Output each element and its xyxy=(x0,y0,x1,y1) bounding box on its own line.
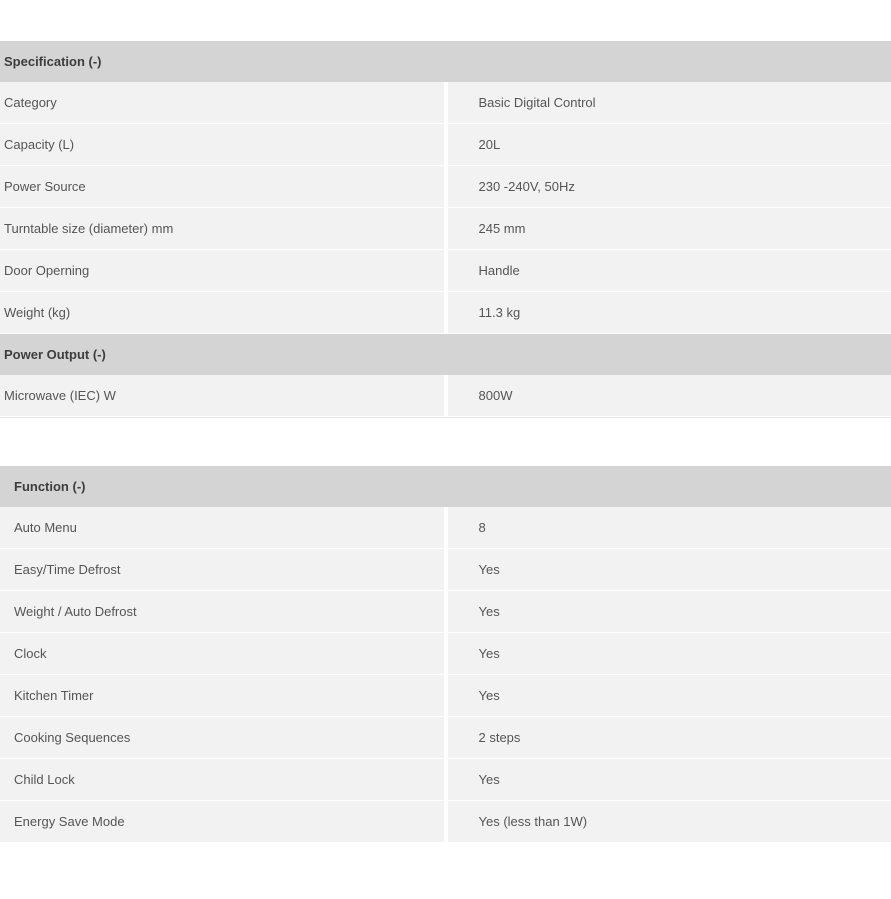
top-spacer xyxy=(0,0,891,41)
table-row xyxy=(0,166,891,208)
row-value: 11.3 kg xyxy=(446,292,891,334)
row-label: Weight (kg) xyxy=(0,292,446,334)
section-header-specification xyxy=(0,41,891,82)
specification-table xyxy=(0,41,891,417)
row-label: Capacity (L) xyxy=(0,124,446,166)
row-value: 2 steps xyxy=(446,717,891,759)
table-row xyxy=(0,208,891,250)
row-value: Yes (less than 1W) xyxy=(446,801,891,843)
section-header-function xyxy=(0,466,891,507)
row-value: Yes xyxy=(446,549,891,591)
function-table xyxy=(0,466,891,843)
row-label: Auto Menu xyxy=(0,507,446,549)
row-value: Handle xyxy=(446,250,891,292)
table-row xyxy=(0,250,891,292)
row-value: Yes xyxy=(446,759,891,801)
row-label: Turntable size (diameter) mm xyxy=(0,208,446,250)
section-header-label: Specification (-) xyxy=(0,41,891,82)
section-header-label: Function (-) xyxy=(0,466,891,507)
row-label: Category xyxy=(0,82,446,124)
row-label: Child Lock xyxy=(0,759,446,801)
row-value: 8 xyxy=(446,507,891,549)
table-row xyxy=(0,292,891,334)
table-row xyxy=(0,82,891,124)
row-label: Energy Save Mode xyxy=(0,801,446,843)
row-label: Easy/Time Defrost xyxy=(0,549,446,591)
table-row xyxy=(0,124,891,166)
row-value: 20L xyxy=(446,124,891,166)
table-row xyxy=(0,549,891,591)
table-row xyxy=(0,591,891,633)
row-value: Yes xyxy=(446,633,891,675)
row-value: 800W xyxy=(446,375,891,417)
row-label: Clock xyxy=(0,633,446,675)
table-row xyxy=(0,759,891,801)
table-row xyxy=(0,675,891,717)
group-gap xyxy=(0,418,891,466)
row-label: Power Source xyxy=(0,166,446,208)
table-row xyxy=(0,717,891,759)
row-value: Yes xyxy=(446,591,891,633)
row-value: 230 -240V, 50Hz xyxy=(446,166,891,208)
table-row xyxy=(0,507,891,549)
table-row xyxy=(0,375,891,417)
row-value: Yes xyxy=(446,675,891,717)
row-value: Basic Digital Control xyxy=(446,82,891,124)
row-label: Weight / Auto Defrost xyxy=(0,591,446,633)
table-row xyxy=(0,801,891,843)
row-label: Cooking Sequences xyxy=(0,717,446,759)
row-value: 245 mm xyxy=(446,208,891,250)
section-header-power-output xyxy=(0,334,891,376)
section-header-label: Power Output (-) xyxy=(0,334,891,376)
row-label: Door Operning xyxy=(0,250,446,292)
row-label: Microwave (IEC) W xyxy=(0,375,446,417)
row-label: Kitchen Timer xyxy=(0,675,446,717)
table-row xyxy=(0,633,891,675)
